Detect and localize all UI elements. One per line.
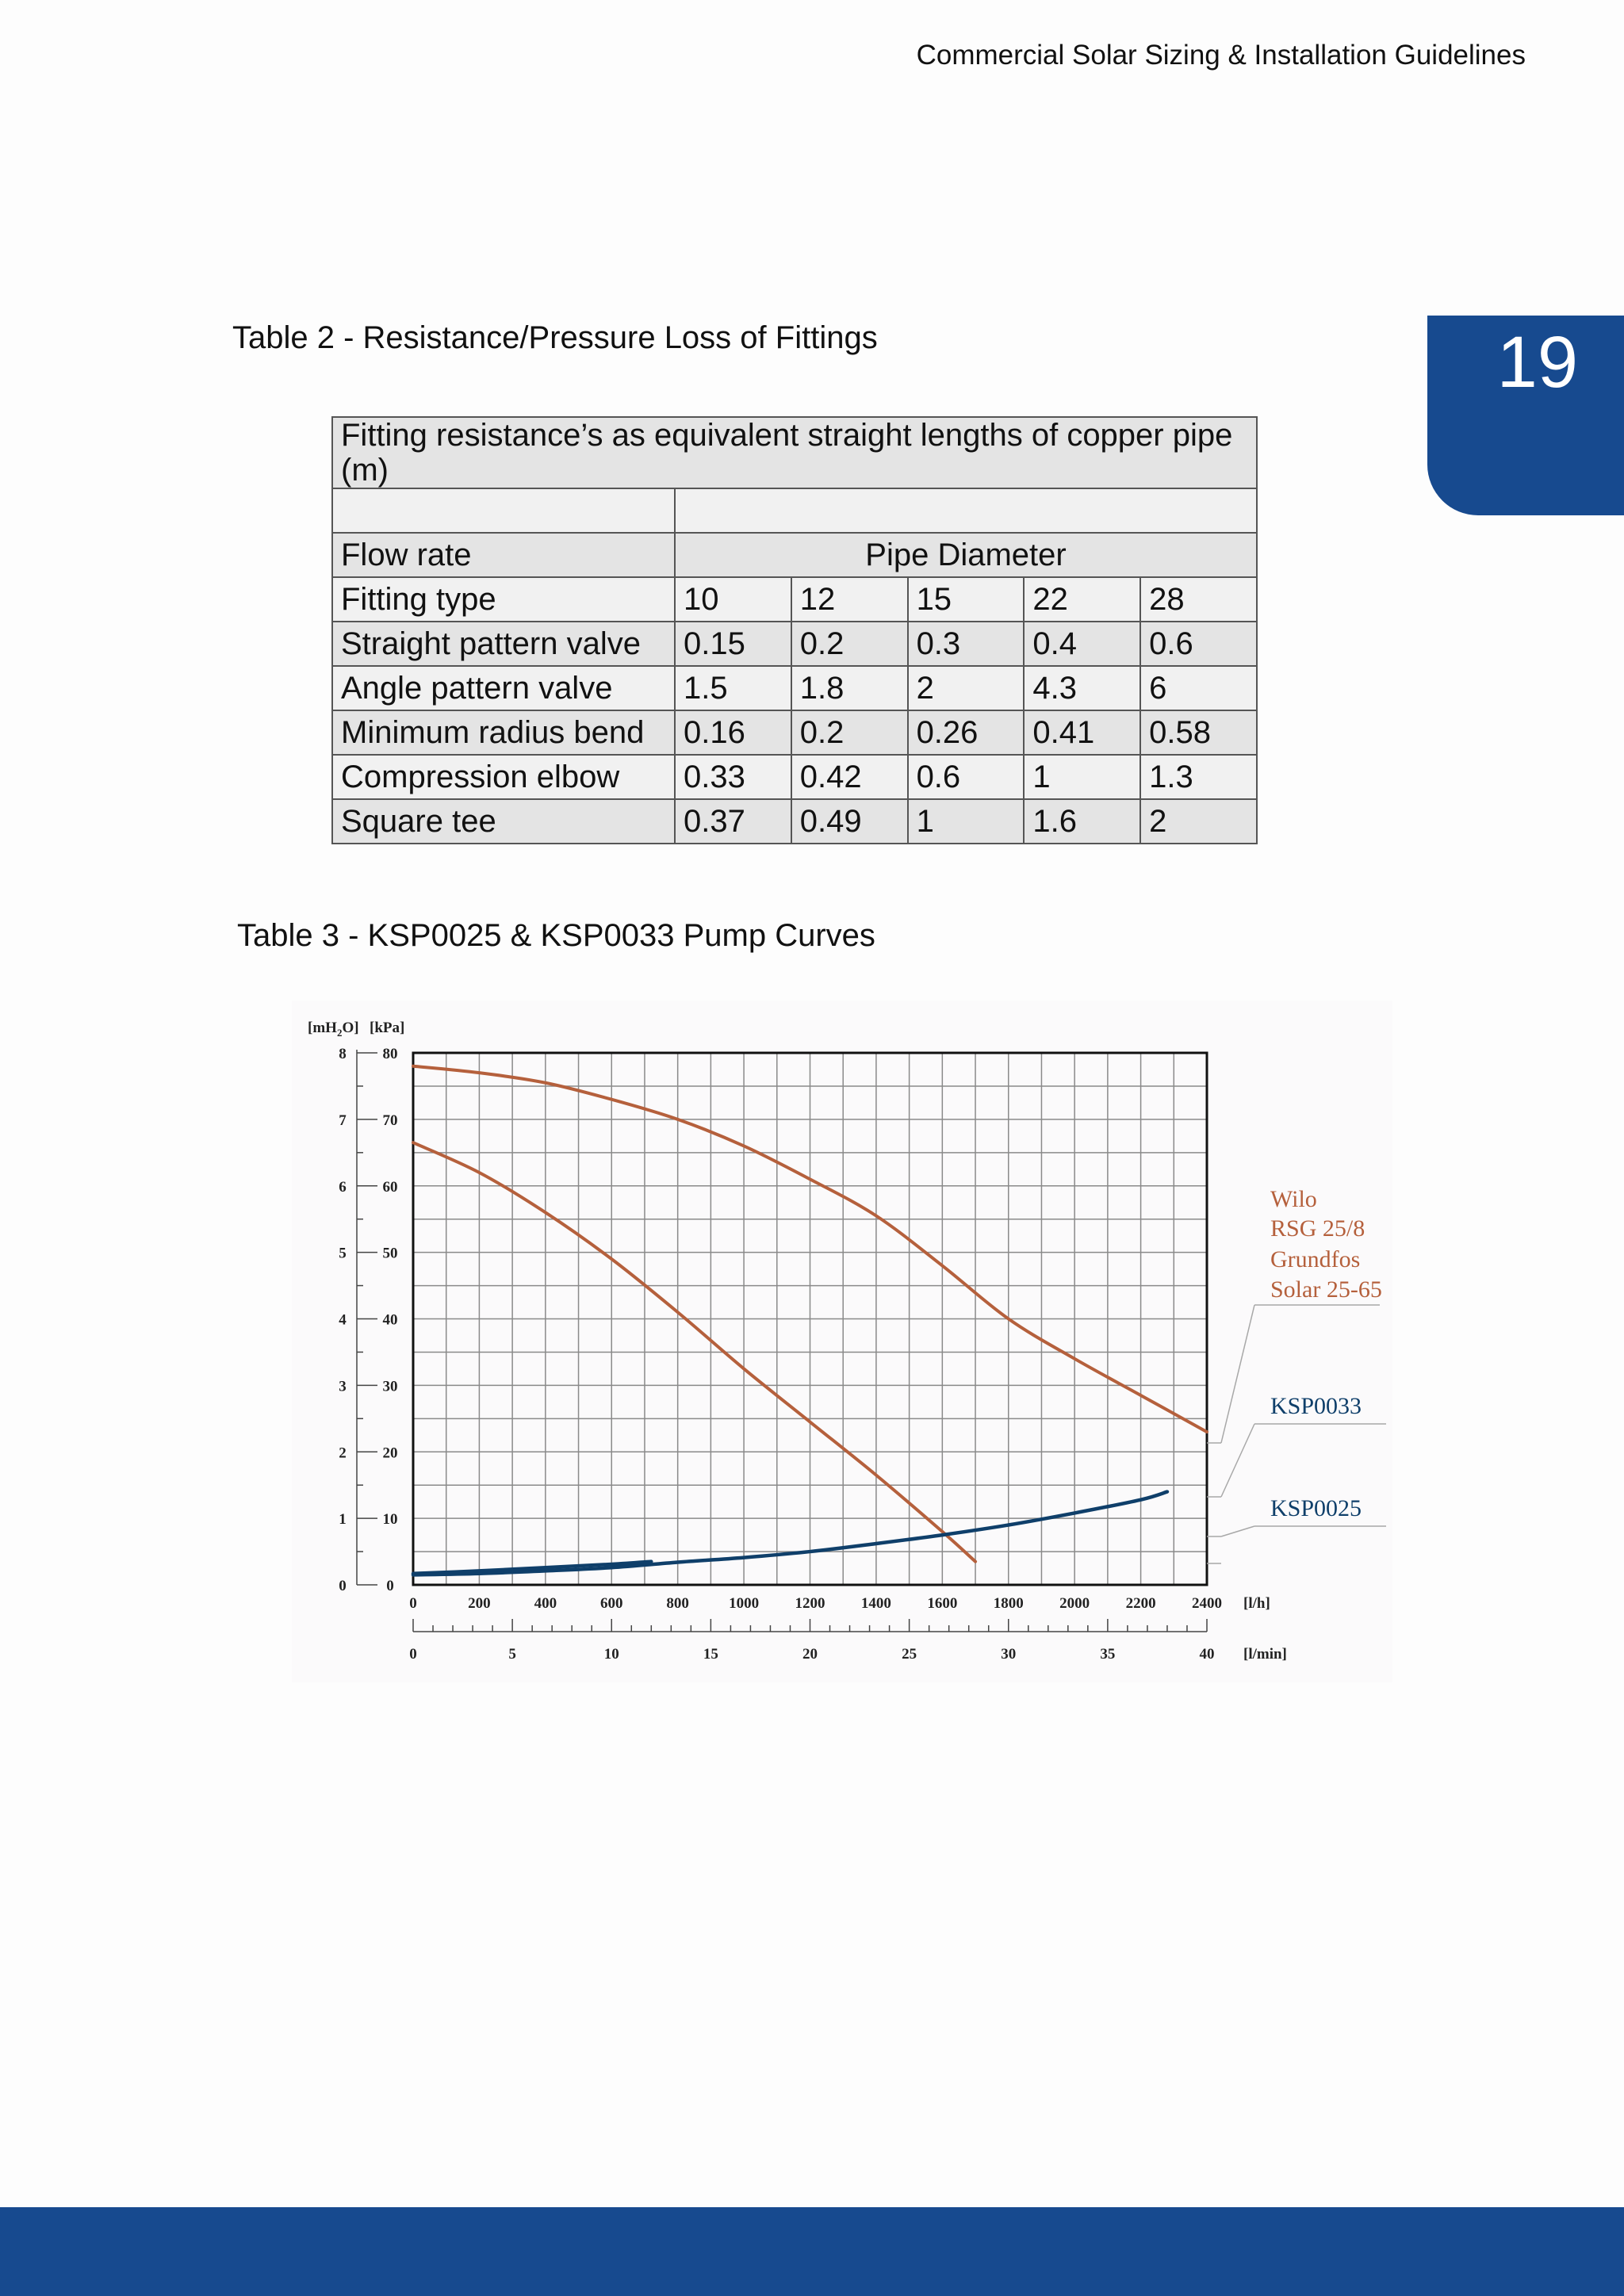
legend-label: RSG 25/8	[1270, 1215, 1365, 1242]
y2-axis-label-part: O]	[342, 1020, 359, 1036]
table-cell: 1	[1024, 755, 1140, 799]
x2-axis-label: [l/min]	[1243, 1646, 1287, 1663]
x-tick-label: 2400	[1192, 1595, 1222, 1612]
y-tick-label: 0	[386, 1578, 394, 1594]
y2-tick-label: 1	[339, 1511, 347, 1529]
table-cell: 0.33	[675, 755, 791, 799]
x-tick-label: 800	[666, 1595, 689, 1612]
fitting-name: Angle pattern valve	[332, 666, 675, 710]
table-cell: 0.6	[908, 755, 1025, 799]
y2-tick-label: 2	[339, 1445, 347, 1462]
x2-tick-label: 30	[1001, 1646, 1017, 1663]
x-tick-label: 1000	[729, 1595, 760, 1612]
diameter-cell: 22	[1024, 577, 1140, 622]
legend-label: KSP0033	[1270, 1393, 1362, 1419]
legend-label: Grundfos	[1270, 1246, 1361, 1272]
x-tick-label: 2000	[1059, 1595, 1090, 1612]
y2-tick-label: 6	[339, 1178, 347, 1196]
y2-tick-label: 4	[339, 1311, 347, 1329]
y2-axis-label-part: 2	[336, 1027, 343, 1039]
running-header: Commercial Solar Sizing & Installation Guidelines	[916, 40, 1526, 71]
table-3-caption: Table 3 - KSP0025 & KSP0033 Pump Curves	[237, 918, 875, 953]
table-heading: Fitting resistance’s as equivalent straight lengths of copper pipe (m)	[332, 417, 1257, 488]
diameter-cell: 28	[1140, 577, 1257, 622]
table-cell: 1.5	[675, 666, 791, 710]
x-tick-label: 1200	[795, 1595, 825, 1612]
x-tick-label: 400	[534, 1595, 557, 1612]
y-tick-label: 80	[382, 1046, 398, 1062]
table-cell: 0.41	[1024, 710, 1140, 755]
x-tick-label: 1800	[993, 1595, 1024, 1612]
legend-label: KSP0025	[1270, 1495, 1362, 1521]
x2-tick-label: 10	[603, 1646, 619, 1663]
table-cell: 0.2	[791, 622, 908, 666]
page-number: 19	[1496, 322, 1578, 403]
x-tick-label: 1600	[927, 1595, 958, 1612]
x2-tick-label: 15	[703, 1646, 718, 1663]
table-cell: 6	[1140, 666, 1257, 710]
table-cell: 4.3	[1024, 666, 1140, 710]
y2-tick-label: 7	[339, 1112, 347, 1129]
series-line	[413, 1492, 1167, 1575]
fitting-name: Square tee	[332, 799, 675, 844]
x-axis-label: [l/h]	[1243, 1595, 1270, 1612]
table-cell: 0.4	[1024, 622, 1140, 666]
y-tick-label: 70	[382, 1112, 398, 1129]
table-cell: 0.42	[791, 755, 908, 799]
table-cell: 0.37	[675, 799, 791, 844]
leader-line	[1221, 1526, 1254, 1536]
y-tick-label: 60	[382, 1178, 398, 1196]
fitting-name: Minimum radius bend	[332, 710, 675, 755]
y2-axis-label	[308, 1020, 359, 1039]
y2-tick-label: 0	[339, 1578, 347, 1594]
table-cell: 0.26	[908, 710, 1025, 755]
y-tick-label: 20	[382, 1445, 398, 1462]
table-cell: 0.15	[675, 622, 791, 666]
table-cell: 0.2	[791, 710, 908, 755]
y-tick-label: 50	[382, 1245, 398, 1262]
footer-band	[0, 2207, 1624, 2296]
x-tick-label: 200	[468, 1595, 491, 1612]
leader-line	[1221, 1305, 1254, 1443]
x-tick-label: 1400	[860, 1595, 891, 1612]
y-tick-label: 30	[382, 1378, 398, 1395]
x2-tick-label: 20	[802, 1646, 818, 1663]
table-cell: 1.3	[1140, 755, 1257, 799]
x2-tick-label: 25	[902, 1646, 917, 1663]
x-tick-label: 0	[409, 1595, 417, 1612]
legend-label: Wilo	[1270, 1186, 1317, 1212]
x-tick-label: 600	[600, 1595, 623, 1612]
y2-tick-label: 3	[339, 1378, 347, 1395]
fitting-name: Straight pattern valve	[332, 622, 675, 666]
y-tick-label: 40	[382, 1311, 398, 1329]
fitting-type-label: Fitting type	[332, 577, 675, 622]
flow-rate-label: Flow rate	[332, 533, 675, 577]
x2-tick-label: 35	[1100, 1646, 1116, 1663]
table-cell: 0.3	[908, 622, 1025, 666]
diameter-cell: 10	[675, 577, 791, 622]
y2-tick-label: 5	[339, 1245, 347, 1262]
x2-tick-label: 40	[1199, 1646, 1215, 1663]
diameter-cell: 12	[791, 577, 908, 622]
pipe-diameter-label: Pipe Diameter	[675, 533, 1257, 577]
table-cell: 0.16	[675, 710, 791, 755]
table-cell: 0.6	[1140, 622, 1257, 666]
table-cell: 0.58	[1140, 710, 1257, 755]
leader-line	[1221, 1424, 1254, 1497]
y2-axis-label-part: [mH	[308, 1020, 337, 1036]
y-tick-label: 10	[382, 1511, 398, 1529]
x-tick-label: 2200	[1125, 1595, 1156, 1612]
table-cell: 1.6	[1024, 799, 1140, 844]
table-cell: 0.49	[791, 799, 908, 844]
table-2-caption: Table 2 - Resistance/Pressure Loss of Fittings	[232, 320, 878, 355]
y2-tick-label: 8	[339, 1046, 347, 1062]
table-cell: 2	[1140, 799, 1257, 844]
legend-label: Solar 25-65	[1270, 1276, 1382, 1303]
table-cell: 1	[908, 799, 1025, 844]
diameter-cell: 15	[908, 577, 1025, 622]
table-cell: 2	[908, 666, 1025, 710]
fitting-name: Compression elbow	[332, 755, 675, 799]
x2-tick-label: 0	[409, 1646, 417, 1663]
y-axis-label: [kPa]	[370, 1020, 405, 1036]
x2-tick-label: 5	[508, 1646, 516, 1663]
table-cell: 1.8	[791, 666, 908, 710]
